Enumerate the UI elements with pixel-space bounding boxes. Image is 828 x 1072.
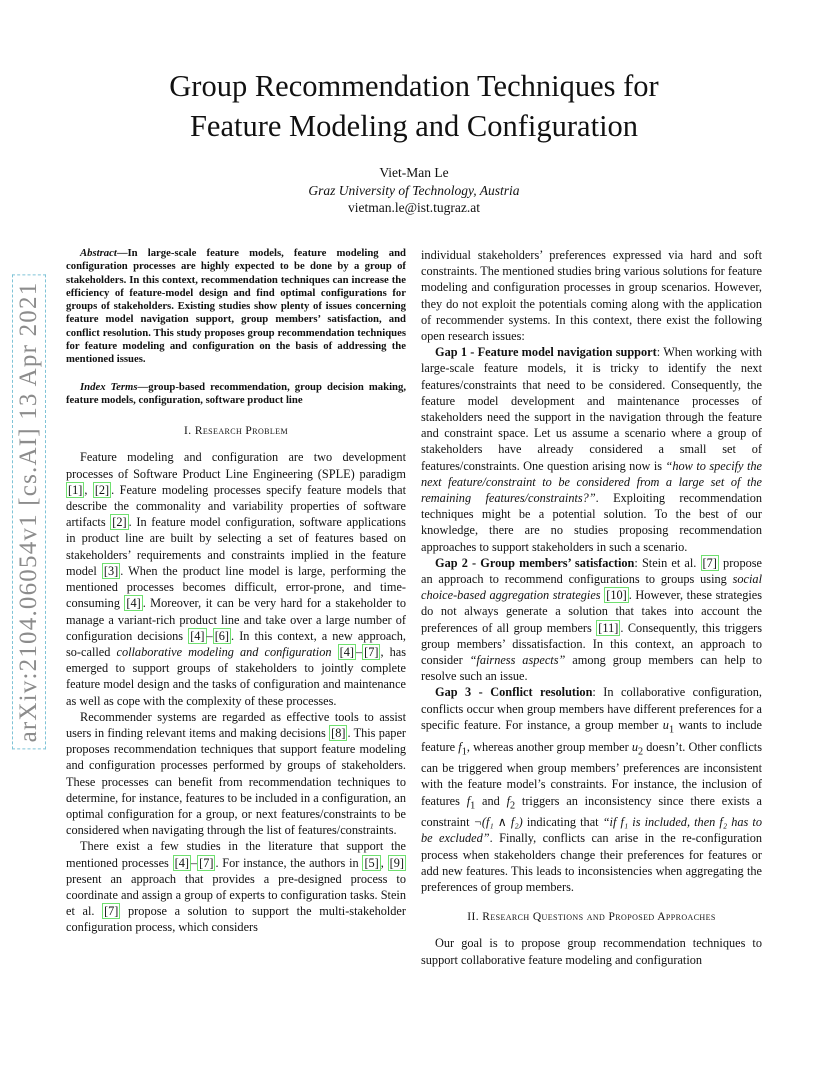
citation-link[interactable]: [4]: [174, 855, 189, 870]
abstract-label: Abstract: [80, 247, 117, 259]
index-terms-text: —group-based recommendation, group decision making, feature models, configuration, software product line: [66, 380, 406, 406]
right-column: [421, 247, 762, 968]
gap-2-label: Gap 2 - Group members’ satisfaction: [435, 555, 635, 570]
index-terms-label: Index Terms: [80, 380, 138, 393]
citation-link[interactable]: [10]: [606, 588, 627, 603]
paragraph-5: Our goal is to propose group recommendation techniques to support collaborative feature modeling and configuration: [421, 936, 762, 967]
paper-title: [60, 66, 768, 146]
paragraph-2: Recommender systems are regarded as effective tools to assist users in finding relevant items and making decisions [8] . This paper proposes recommendation techniques that support feature modeling and configuration processes performed by groups of stakeholders. These processes can benefit from recommendation techniques to determine, for instance, features to be included in a configuration, an optimal configuration for a group, or next features/constraints to be considered when navigating through the list of features/constraints.: [66, 709, 406, 838]
section-heading-2: II. Research Questions and Proposed Approaches: [467, 911, 716, 924]
arxiv-id-text: arXiv:2104.06054v1 [cs.AI] 13 Apr 2021: [12, 275, 46, 750]
citation-link[interactable]: [5]: [364, 855, 379, 870]
paragraph-3: There exist a few studies in the literature that support the mentioned processes [4] – [7] . For instance, the authors in [5] , [9] present an approach that provides a pre-designed process to coordinate and assign a group of experts to configuration tasks. Stein et al. [7] propose a solution to support the multi-stakeholder configuration process, which considers: [66, 839, 406, 935]
gap-2-paragraph: Gap 2 - Group members’ satisfaction: Stein et al. [7] propose an approach to recommend configurations to groups using social choice-based aggregation strategies [10] . However, these strategies do not always generate a solution that takes into account the preferences of all group members [11] . Consequently, this triggers group members’ dissatisfaction. In this context, an approach to consider “fairness aspects” among group members can help to resolve such an issue.: [421, 555, 763, 684]
index-terms: [66, 381, 406, 408]
section-heading-1: I. Research Problem: [184, 425, 288, 438]
left-column: [66, 247, 406, 936]
author-affiliation: Graz University of Technology, Austria: [308, 182, 520, 198]
author-block: [0, 164, 828, 217]
citation-link[interactable]: [3]: [103, 563, 119, 578]
paragraph-1: Feature modeling and configuration are two development processes of Software Product Line Engineering (SPLE) paradigm [1] , [2] . Feature modeling processes specify feature models that describe the commonality and variability properties of software artifacts [2] . In feature model configuration, software applications in product line are built by selecting a set of features based on stakeholders’ requirements and constraints implied in the feature model [3] . When the product line model is large, performing the mentioned processes becomes difficult, error-prone, and time-consuming [4] . Moreover, it can be very hard for a stakeholder to manage a variant-rich product line and take over a large number of configuration decisions [4] – [6] . In this context, a new approach, so-called collaborative modeling and configuration [4] – [7] , has emerged to support groups of stakeholders to jointly complete feature model design and the tasks of configuration and maintenance as well as cope with the complexity of these processes.: [66, 450, 406, 708]
citation-link[interactable]: [11]: [598, 620, 619, 635]
gap-1-label: Gap 1 - Feature model navigation support: [435, 345, 657, 360]
title-line-2: Feature Modeling and Configuration: [189, 109, 639, 143]
gap-3-label: Gap 3 - Conflict resolution: [435, 685, 593, 700]
gap-1-paragraph: Gap 1 - Feature model navigation support: When working with large-scale feature models, it is tricky to identify the next features/constraints that need to be considered. Consequently, the feature model development and maintenance processes of stakeholders need the support in the navigation through the feature and constraint space. Let us assume a scenario where a group of stakeholders have already considered a small set of features/constraints. One question arising now is “how to specify the next feature/constraint to be considered from a large set of the remaining features/constraints?”. Exploiting recommendation techniques might be a potential solution. To the best of our knowledge, there are no studies proposing recommendation approaches to support stakeholders in such a scenario.: [421, 345, 762, 554]
citation-link[interactable]: [9]: [389, 855, 404, 870]
citation-link[interactable]: [4]: [126, 596, 141, 611]
citation-link[interactable]: [8]: [331, 725, 346, 740]
citation-link[interactable]: [7]: [364, 644, 379, 659]
gap-3-paragraph: Gap 3 - Conflict resolution: In collaborative configuration, conflicts occur when group members have different preferences for a specific feature. For instance, a group member $u_1$ wants to include feature $f_1$, whereas another group member $u_2$ doesn’t. Other conflicts can be triggered when group members’ preferences are inconsistent with the feature model’s constraints. For instance, the inclusion of features $f_1$ and $f_2$ triggers an inconsistency since there exists a constraint ¬(f₁ ∧ f₂) indicating that “if f₁ is included, then f₂ has to be excluded”. Finally, conflicts can arise in the re-configuration process when stakeholders change their preferences for features or add new features. This leads to inconsistencies when aggregating the preferences of group members.: [421, 685, 763, 895]
citation-link[interactable]: [4]: [190, 628, 205, 643]
author-name: Viet-Man Le: [379, 165, 449, 180]
author-email: vietman.le@ist.tugraz.at: [347, 200, 480, 215]
arxiv-identifier: [10, 262, 48, 762]
citation-link[interactable]: [1]: [68, 482, 83, 497]
abstract: [66, 247, 406, 367]
citation-link[interactable]: [6]: [214, 628, 230, 643]
citation-link[interactable]: [4]: [339, 644, 354, 659]
title-line-1: Group Recommendation Techniques for: [169, 69, 659, 103]
citation-link[interactable]: [2]: [94, 482, 110, 497]
citation-link[interactable]: [2]: [112, 515, 127, 530]
paragraph-4: individual stakeholders’ preferences expressed via hard and soft constraints. The mentioned studies bring various solutions for feature modeling and configuration processes in group scenarios. However, they do not exploit the potentials coming along with the application of recommender systems. In this context, there exist the following open research issues:: [421, 248, 762, 344]
citation-link[interactable]: [7]: [702, 555, 717, 570]
citation-link[interactable]: [7]: [104, 904, 119, 919]
abstract-text: —In large-scale feature models, feature modeling and configuration processes are highly expected to be done by a group of stakeholders. In this context, recommendation techniques can increase the efficiency of feature-model design and find optimal configurations for groups of stakeholders. Existing studies show plenty of issues concerning feature model navigation support, group members’ satisfaction, and conflict resolution. This study proposes group recommendation techniques for feature modeling and configuration on the basis of addressing the mentioned issues.: [66, 247, 406, 366]
citation-link[interactable]: [7]: [199, 855, 214, 870]
